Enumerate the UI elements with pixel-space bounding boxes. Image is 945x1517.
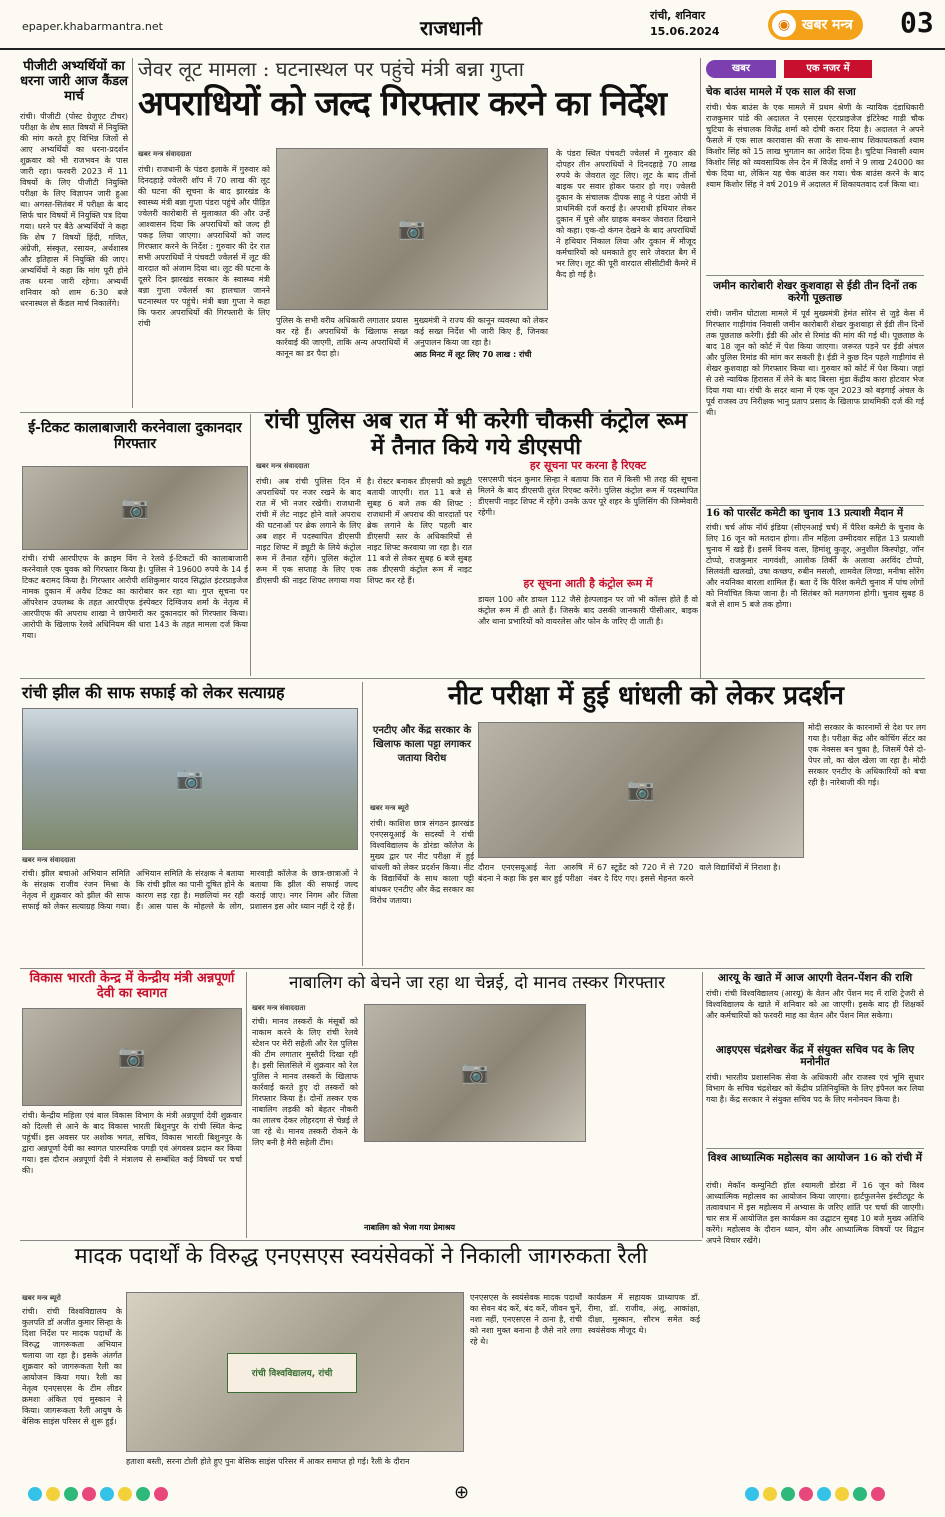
briefs-tagbar bbox=[706, 60, 924, 80]
nss-body: रांची। रांची विश्वविद्यालय के कुलपति डॉ अजीत कुमार सिन्हा के दिशा निर्देश पर मादक पदार्थों के विरुद्ध जागरूकता अभियान चलाया जा रहा है। इसके अंतर्गत शुक्रवार को जागरूकता रैली का आयोजन किया गया। रैली का नेतृत्व एनएसएस के टीम लीडर क्रमशः अंकित एवं मुस्कान ने किया। जागरूकता रैली आयुष के बेसिक साइंस परिसर से शुरू हुई। bbox=[22, 1307, 122, 1426]
color-dot bbox=[817, 1487, 831, 1501]
registration-mark-icon: ⊕ bbox=[454, 1482, 470, 1503]
rally-banner: रांची विश्वविद्यालय, रांची bbox=[227, 1353, 357, 1393]
issue-date: 15.06.2024 bbox=[650, 25, 720, 38]
lake-byline: खबर मन्त्र संवाददाता bbox=[22, 856, 76, 864]
police-byline: खबर मन्त्र संवाददाता bbox=[256, 462, 310, 470]
section-rule bbox=[20, 968, 925, 969]
neet-photo bbox=[478, 722, 804, 858]
ias-body: रांची। भारतीय प्रशासनिक सेवा के अधिकारी और राजस्व एवं भूमि सुधार विभाग के सचिव चंद्रशेखर को केंद्रीय प्रतिनियुक्ति के लिए इंपैनल कर लिया गया है। केंद्र सरकार ने संयुक्त सचिव पद के लिए मनोनयन किया है। bbox=[706, 1073, 924, 1104]
jewel-caption-left: पुलिस के सभी वरीय अधिकारी लगातार प्रयास कर रहे हैं। अपराधियों के खिलाफ सख्त कार्रवाई की जाएगी, ताकि अन्य अपराधियों में कानून का डर पैदा हो। bbox=[276, 316, 408, 358]
camera-icon: 📷 bbox=[121, 495, 149, 521]
page-header bbox=[0, 0, 945, 50]
cheque-body: रांची। चेक बाउंस के एक मामले में प्रथम श्रेणी के न्यायिक दंडाधिकारी राजकुमार पांडे की अदालत ने एसएस एंटरप्राइजेज इंटिरेक्ट गाड़ी चौक चुटिया के संचालक विजेंद्र शर्मा को दोषी करार दिया है। अदालत ने अपने फैसले में एक साल कारावास की सजा के साथ-साथ शिकायतकर्ता श्याम किशोर सिंह को 15 लाख भुगतान का आदेश दिया है। चुटिया निवासी श्याम किशोर सिंह को व्यवसायिक लेन देन में विजेंद्र शर्मा ने 9 लाख 24000 का चेक दिया था, लेकिन यह चेक बाउंस कर गया। चेक बाउंस करने के बाद श्याम किशोर सिंह ने वर्ष 2019 में अदालत में शिकायतवाद दर्ज किया था। bbox=[706, 103, 924, 189]
color-dot bbox=[64, 1487, 78, 1501]
color-dot bbox=[871, 1487, 885, 1501]
footer-dots-left bbox=[28, 1486, 172, 1505]
camera-icon: 📷 bbox=[398, 216, 426, 242]
page-number: 03 bbox=[900, 6, 934, 39]
color-dot bbox=[100, 1487, 114, 1501]
section-rule bbox=[20, 678, 925, 679]
spiritual-body: रांची। मेकॉन कम्युनिटी हॉल श्यामली डोरंडा में 16 जून को विश्व आध्यात्मिक महोत्सव का आयोजन किया जाएगा। हार्टफुलनेस इंस्टीट्यूट के तत्वावधान में इस महोत्सव में अभ्यास के जरिए शांति पर चर्चा की जाएगी। चार सत्र में आयोजित इस कार्यक्रम का उद्घाटन सुबह 10 बजे मुख्य अतिथि करेंगे। महोत्सव के दौरान ध्यान, योग और आध्यात्मिक विषयों पर विद्वान अपने विचार रखेंगे। bbox=[706, 1181, 924, 1245]
brief-rule bbox=[706, 275, 924, 276]
traffick-tagline: नाबालिग को भेजा गया प्रेमाश्रय bbox=[364, 1223, 456, 1232]
nss-caption: हताशा बस्ती, सरना टोली होते हुए पुनः बेसिक साइंस परिसर में आकर समाप्त हो गई। रैली के दौरान bbox=[126, 1457, 410, 1466]
color-dot bbox=[763, 1487, 777, 1501]
column-rule bbox=[702, 972, 703, 1238]
nss-byline: खबर मन्त्र ब्यूरो bbox=[22, 1294, 61, 1302]
nss-body-3: कार्यक्रम में सहायक प्राध्यापक डॉ. रीमा, डॉ. राजीव, अंशु, आकांक्षा, दीक्षा, मुस्कान, सौरभ समेत कई स्वयंसेवक मौजूद थे। bbox=[588, 1293, 700, 1335]
jewel-caption-right: मुख्यमंत्री ने राज्य की कानून व्यवस्था को लेकर कई सख्त निर्देश भी जारी किए हैं, जिनका अनुपालन किया जा रहा है। bbox=[414, 316, 548, 347]
nss-headline: मादक पदार्थों के विरुद्ध एनएसएस स्वयंसेवकों ने निकाली जागरुकता रैली bbox=[74, 1244, 648, 1269]
brand-logo: ◉ खबर मन्त्र bbox=[768, 10, 863, 40]
jewel-headline: अपराधियों को जल्द गिरफ्तार करने का निर्देश bbox=[138, 84, 667, 124]
aryu-body: रांची। रांची विश्वविद्यालय (आरयू) के वेतन और पेंशन मद में राशि ट्रेजरी से विश्वविद्यालय के खाते में शनिवार को आ जाएगी। इसके बाद ही शिक्षकों और कर्मचारियों को फरवरी माह का वेतन और पेंशन मिल सकेगा। bbox=[706, 989, 924, 1020]
ed-headline: जमीन कारोबारी शेखर कुशवाहा से ईडी तीन दिनों तक करेगी पूछताछ bbox=[713, 280, 917, 305]
neet-body-1: रांची। काशिश छात्र संगठन झारखंड एनएसयूआई के सदस्यों ने रांची विश्वविद्यालय के डोरंडा कॉलेज के मुख्य द्वार पर नीट परीक्षा में हुई धांधली को लेकर प्रदर्शन किया। नीट के विद्यार्थियों के साथ काला पट्टी बांधकर एनटीए और केंद्र सरकार का विरोध जताया। bbox=[370, 819, 474, 905]
brief-rule bbox=[706, 505, 924, 506]
minister-photo bbox=[276, 148, 548, 310]
cni-headline: 16 को पारसेंट कमेटी का चुनाव 13 प्रत्याशी मैदान में bbox=[706, 508, 903, 519]
pgt-headline: पीजीटी अभ्यर्थियों का धरना जारी आज कैंडल मार्च bbox=[20, 59, 128, 104]
color-dot bbox=[46, 1487, 60, 1501]
lake-headline: रांची झील की साफ सफाई को लेकर सत्याग्रह bbox=[22, 683, 285, 702]
camera-icon: 📷 bbox=[118, 1044, 146, 1070]
vikas-headline: विकास भारती केन्द्र में केन्द्रीय मंत्री अन्नपूर्णा देवी का स्वागत bbox=[29, 971, 235, 1001]
camera-icon: 📷 bbox=[461, 1060, 489, 1086]
color-dot bbox=[28, 1487, 42, 1501]
nss-body-2: एनएसएस के स्वयंसेवक मादक पदार्थों का सेवन बंद करें, बंद करें, जीवन चुनें, नशा नहीं, एनएसएस ने ठाना है, रांची को नशा मुक्त बनाना है जैसे नारे लगा रहे थे। bbox=[470, 1293, 582, 1346]
spiritual-headline: विश्व आध्यात्मिक महोत्सव का आयोजन 16 को रांची में bbox=[707, 1152, 923, 1164]
eticket-photo bbox=[22, 466, 248, 550]
ias-headline: आइएएस चंद्रशेखर केंद्र में संयुक्त सचिव पद के लिए मनोनीत bbox=[715, 1044, 915, 1069]
jewel-byline: खबर मन्त्र संवाददाता bbox=[138, 150, 192, 158]
column-rule bbox=[246, 972, 247, 1238]
cheque-headline: चेक बाउंस मामले में एक साल की सजा bbox=[706, 86, 856, 98]
briefs-tag-nazar: एक नजर में bbox=[784, 60, 872, 78]
color-dot bbox=[82, 1487, 96, 1501]
ed-body: रांची। जमीन घोटाला मामले में पूर्व मुख्यमंत्री हेमंत सोरेन से जुड़े केस में गिरफ्तार गाड़ीगांव निवासी जमीन कारोबारी शेखर कुशवाहा से ईडी तीन दिनों तक पूछताछ करेगी। ईडी की ओर से रिमांड की मांग की गई थी। पूछताछ के बाद 18 जून को कोर्ट में पेश किया जाएगा। जरूरत पड़ने पर ईडी अंचल और पुलिस रिमांड की मांग कर सकती है। ईडी ने कुछ दिन पहले गाड़ीगांव से शेखर कुशवाहा को गिरफ्तार किया था। गुरुवार को कोर्ट में पेश किया। जहां से उसे न्यायिक हिरासत में लेने के बाद बिरसा मुंडा केंद्रीय कारा होटवार भेज दिया गया था। रांची के सदर थाना में एक जून 2023 को बड़गाईं अंचल के पूर्व राजस्व उप निरीक्षक भानु प्रताप प्रसाद के खिलाफ प्राथमिकी दर्ज की गई थी। bbox=[706, 309, 924, 417]
police-body: रांची। अब रांची पुलिस दिन में अपराधियों पर नजर रखने के बाद रात में भी नजर रखेगी। राजधानी रांची में लेट नाइट होने वाले अपराध की घटनाओं पर ब्रेक लगाने के लिए अब शहर में पदस्थापित डीएसपी नाइट शिफ्ट में ड्यूटी के लिये कंट्रोल रूम में तैनात रहेंगे। पुलिस कंट्रोल रूम में एक सप्ताह के लिए एक डीएसपी की नाइट शिफ्ट लगाया गया है। रोस्टर बनाकर डीएसपी को ड्यूटी बतायी जाएगी। रात 11 बजे से सुबह 6 बजे तक की शिफ्ट : राजधानी में अपराध की वारदातों पर ब्रेक लगाने के लिए पहली बार डीएसपी स्तर के अधिकारियों से नाइट शिफ्ट करवाया जा रहा है। रात 11 बजे से लेकर सुबह 6 बजे सुबह तक डीएसपी कंट्रोल रूम में नाइट शिफ्ट कर रहे हैं। bbox=[256, 477, 472, 585]
site-url[interactable]: epaper.khabarmantra.net bbox=[22, 20, 163, 33]
color-dot bbox=[745, 1487, 759, 1501]
traffick-headline: नाबालिग को बेचने जा रहा था चेन्नई, दो मानव तस्कर गिरफ्तार bbox=[288, 973, 666, 993]
eticket-body: रांची। रांची आरपीएफ के क्राइम विंग ने रेलवे ई-टिकटों की कालाबाजारी करनेवाले एक युवक को गिरफ्तार किया है। पुलिस ने 19600 रुपये के 14 ई टिकट बरामद किया है। गिरफ्तार आरोपी शशिकुमार यादव सिद्धांत इंटरप्राइजेज नामक दुकान में अवैध टिकट का कारोबार कर रहा था। गुप्त सूचना पर ऑपरेशन उपलब्ध के तहत आरपीएफ इंस्पेक्टर दिग्विजय शर्मा के नेतृत्व में आरपीएफ की अपराध शाखा ने छापेमारी कर दुकानदार को गिरफ्तार किया। आरोपी के खिलाफ रेलवे अधिनियम की धारा 143 के तहत मामला दर्ज किया गया। bbox=[22, 554, 248, 640]
jewel-body-1: रांची। राजधानी के पंडरा इलाके में गुरुवार को दिनदहाड़े ज्वेलरी शॉप में 70 लाख की लूट की घटना की सूचना के बाद झारखंड के स्वास्थ्य मंत्री बन्ना गुप्ता पंडरा पहुंचे और पीड़ित ज्वेलरी कारोबारी से मुलाकात की और उन्हें आश्वासन दिया कि अपराधियों को जल्द ही पकड़ लिया जाएगा। अपराधियों को जल्द गिरफ्तार करने के निर्देश : गुरुवार की देर रात सभी अपराधियों ने पंचवटी ज्वेलर्स में लूट की वारदात को अंजाम दिया था। लूट की घटना के दूसरे दिन झारखंड सरकार के स्वास्थ्य मंत्री बन्ना गुप्ता ज्वेलर्स का हालचाल जानने घटनास्थल पर पहुंचे। मंत्री बन्ना गुप्ता ने कहा कि फरार अपराधियों की गिरफ्तारी के लिए रांची bbox=[138, 165, 270, 328]
aryu-headline: आरयू के खाते में आज आएगी वेतन-पेंशन की राशि bbox=[717, 972, 913, 984]
eticket-headline: ई-टिकट कालाबाजारी करनेवाला दुकानदार गिरफ्तार bbox=[28, 420, 242, 453]
column-rule bbox=[700, 58, 701, 678]
color-dot bbox=[118, 1487, 132, 1501]
pgt-body: रांची। पीजीटी (पोस्ट ग्रेजुएट टीचर) परीक्षा के शेष सात विषयों में नियुक्ति की मांग करते हुए विभिन्न जिलों से आए अभ्यर्थियों का धरना-प्रदर्शन शुक्रवार को भी राजभवन के पास जारी रहा। फरवरी 2023 में 11 विषयों के लिए पीजीटी नियुक्ति परीक्षा के लिए विज्ञापन जारी हुआ था। अगस्त-सितंबर में परीक्षा के बाद सिर्फ चार विषयों में नियुक्ति पत्र दिया गया। धरने पर बैठे अभ्यर्थियों ने कहा कि शेष 7 विषयों हिंदी, गणित, अंग्रेजी, संस्कृत, रसायन, अर्थशास्त्र और इतिहास में नियुक्ति की जाए। अभ्यर्थियों ने कहा कि मांग पूरी होने तक धरना जारी रहेगा। अभ्यर्थी शनिवार को शाम 6:30 बजे धरनास्थल से कैंडल मार्च निकालेंगे। bbox=[20, 111, 128, 308]
color-dot bbox=[154, 1487, 168, 1501]
police-sub2: हर सूचना आती है कंट्रोल रूम में bbox=[523, 577, 653, 590]
dateline bbox=[650, 8, 720, 40]
column-rule bbox=[132, 58, 133, 408]
page-footer bbox=[0, 1480, 945, 1510]
jewel-kicker: जेवर लूट मामला : घटनास्थल पर पहुंचे मंत्री बन्ना गुप्ता bbox=[138, 57, 524, 81]
nss-photo bbox=[126, 1292, 464, 1452]
brief-rule bbox=[706, 1148, 924, 1149]
camera-icon: 📷 bbox=[627, 777, 655, 803]
color-dot bbox=[835, 1487, 849, 1501]
section-title: राजधानी bbox=[420, 16, 482, 40]
police-sub2-body: डायल 100 और डायल 112 जैसे हेल्पलाइन पर जो भी कॉल्स होते हैं वो कंट्रोल रूम में ही आते हैं। जिसके बाद उसकी जानकारी पीसीआर, बाइक और थाना प्रभारियों को वायरलेस और फोन के जरिए दी जाती है। bbox=[478, 595, 698, 626]
police-sub1: हर सूचना पर करना है रिएक्ट bbox=[529, 459, 647, 472]
column-rule bbox=[250, 414, 251, 676]
neet-body-3: मोदी सरकार के कारनामों से देश पर लग गया है। परीक्षा केंद्र और कोचिंग सेंटर का एक नेक्सस बन चुका है, जिसमें पैसे दो-पेपर लो, का खेल खेला जा रहा है। मोदी सरकार एनटीए के अधिकारियों को बचा रही है। नारेबाजी की गई। bbox=[808, 723, 926, 787]
logo-icon: ◉ bbox=[772, 13, 796, 37]
color-dot bbox=[853, 1487, 867, 1501]
neet-byline: खबर मन्त्र ब्यूरो bbox=[370, 804, 409, 812]
footer-dots-right bbox=[745, 1486, 889, 1505]
vikas-photo bbox=[22, 1008, 242, 1106]
color-dot bbox=[781, 1487, 795, 1501]
neet-body-2: दौरान एनएसयूआई नेता आरुषि बंदना ने कहा कि इस बार हुई परीक्षा में 67 स्टूडेंट को 720 में से 720 नंबर दे दिए गए। इससे मेहनत करने वाले विद्यार्थियों में निराशा है। bbox=[478, 863, 781, 883]
police-sub1-body: एसएसपी चंदन कुमार सिन्हा ने बताया कि रात में किसी भी तरह की सूचना मिलने के बाद डीएसपी तुरंत रिएक्ट करेंगे। पुलिस कंट्रोल रूम में पदस्थापित डीएसपी नाइट शिफ्ट में रहेंगे। उनके ऊपर पूरे शहर के पुलिसिंग की जिम्मेवारी रहेगी। bbox=[478, 475, 698, 517]
traffick-body: रांची। मानव तस्करों के मंसूबों को नाकाम करने के लिए रांची रेलवे स्टेशन पर मेरी सहेली और रेल पुलिस की टीम लगातार मुस्तैदी दिखा रही है। इसी सिलसिले में शुक्रवार को रेल पुलिस ने मानव तस्करों के खिलाफ कार्रवाई करते हुए दो तस्करों को गिरफ्तार किया है। दोनों तस्कर एक नाबालिग लड़की को बेहतर नौकरी का लालच देकर लोहरदगा से चेन्नई ले जा रहे थे। मानव तस्करी रोकने के लिए बनी है मेरी सहेली टीम। bbox=[252, 1017, 358, 1147]
lake-photo bbox=[22, 708, 358, 850]
neet-subhead: एनटीए और केंद्र सरकार के खिलाफ काला पट्टा लगाकर जताया विरोध bbox=[372, 725, 472, 764]
briefs-tag: खबर bbox=[706, 60, 776, 78]
jewel-tagline: आठ मिनट में लूट लिए 70 लाख : रांची bbox=[414, 350, 532, 359]
police-headline: रांची पुलिस अब रात में भी करेगी चौकसी कंट्रोल रूम में तैनात किये गये डीएसपी bbox=[264, 408, 688, 460]
vikas-body: रांची। केन्द्रीय महिला एवं बाल विकास विभाग के मंत्री अन्नपूर्णा देवी शुक्रवार को दिल्ली से आने के बाद विकास भारती बिशुनपुर के रांची स्थित केन्द्र पहुंचीं। इस अवसर पर अशोक भगत, सचिव, विकास भारती बिशुनपुर के द्वारा अन्नपूर्णा देवी का स्वागत पारम्परिक पगड़ी एवं अंगवस्त्र प्रदान कर किया गया। इस दौरान अन्नपूर्णा देवी ने मंत्रालय से सम्बंधित कई विषयों पर चर्चा की। bbox=[22, 1111, 242, 1175]
city-day: रांची, शनिवार bbox=[650, 9, 706, 22]
camera-icon: 📷 bbox=[176, 766, 204, 792]
lake-body: रांची। झील बचाओ अभियान समिति के संरक्षक राजीव रंजन मिश्रा के नेतृत्व में शुक्रवार को झील की साफ सफाई को लेकर सत्याग्रह किया गया। अभियान समिति के संरक्षक ने बताया कि रांची झील का पानी दूषित होने के कारण सड़ रहा है। मछलियां मर रही हैं। आस पास के मोहल्ले के लोग, मारवाड़ी कॉलेज के छात्र-छात्राओं ने बताया कि झील की सफाई जल्द कराई जाए। नगर निगम और जिला प्रशासन इस ओर ध्यान नहीं दे रहे हैं। bbox=[22, 869, 358, 911]
jewel-body-2: के पंडरा स्थित पंचवटी ज्वेलर्स में गुरुवार की दोपहर तीन अपराधियों ने दिनदहाड़े 70 लाख रुपये के जेवरात लूट लिए। लूट के बाद तीनों बाइक पर सवार होकर फरार हो गए। ज्वेलरी दुकान के संचालक दीपक साहू ने पंडरा ओपी में प्राथमिकी दर्ज कराई है। अपराधी हथियार लेकर दुकान में घुसे और ग्राहक बनकर जेवरात दिखाने को कहा। एक-दो कंगन देखने के बाद अपराधियों ने हथियार निकाल लिया और दुकान में मौजूद कर्मचारियों को धमकाते हुए सारे जेवरात बैग में भर लिए। लूट की पूरी वारदात सीसीटीवी कैमरे में कैद हो गई है। bbox=[556, 149, 696, 279]
pgt-story bbox=[20, 60, 128, 410]
section-rule bbox=[20, 1240, 702, 1241]
traffick-photo bbox=[364, 1004, 586, 1142]
column-rule bbox=[362, 682, 363, 966]
traffick-byline: खबर मन्त्र संवाददाता bbox=[252, 1004, 306, 1012]
color-dot bbox=[136, 1487, 150, 1501]
color-dot bbox=[799, 1487, 813, 1501]
neet-headline: नीट परीक्षा में हुई धांधली को लेकर प्रदर्शन bbox=[448, 681, 844, 711]
cni-body: रांची। चर्च ऑफ नॉर्थ इंडिया (सीएनआई चर्च) में पैरिश कमेटी के चुनाव के लिए 16 जून को मतदान होगा। तीन महिला उम्मीदवार सहित 13 प्रत्याशी चुनाव में खड़े हैं। इसमें विनय वत्स, हिमांशु कुजूर, अनुशील किस्पोट्टा, जॉन टोप्पो, राजकुमार नागवंशी, आलोक तिर्की के अलावा अरविंद टोप्पो, सिलवंती खलखो, उषा कच्छप, रुबीन मसलौ, शामवेल लिण्डा, मनीषा सोरेंग और नयनिका बारला शामिल हैं। बता दें कि पैरिश कमेटी चुनाव में पांच लोगों को निर्वाचित किया जाना है। नौ सितंबर को मतगणना होगी। चुनाव सुबह 8 बजे से शाम 5 बजे तक होगा। bbox=[706, 523, 924, 609]
